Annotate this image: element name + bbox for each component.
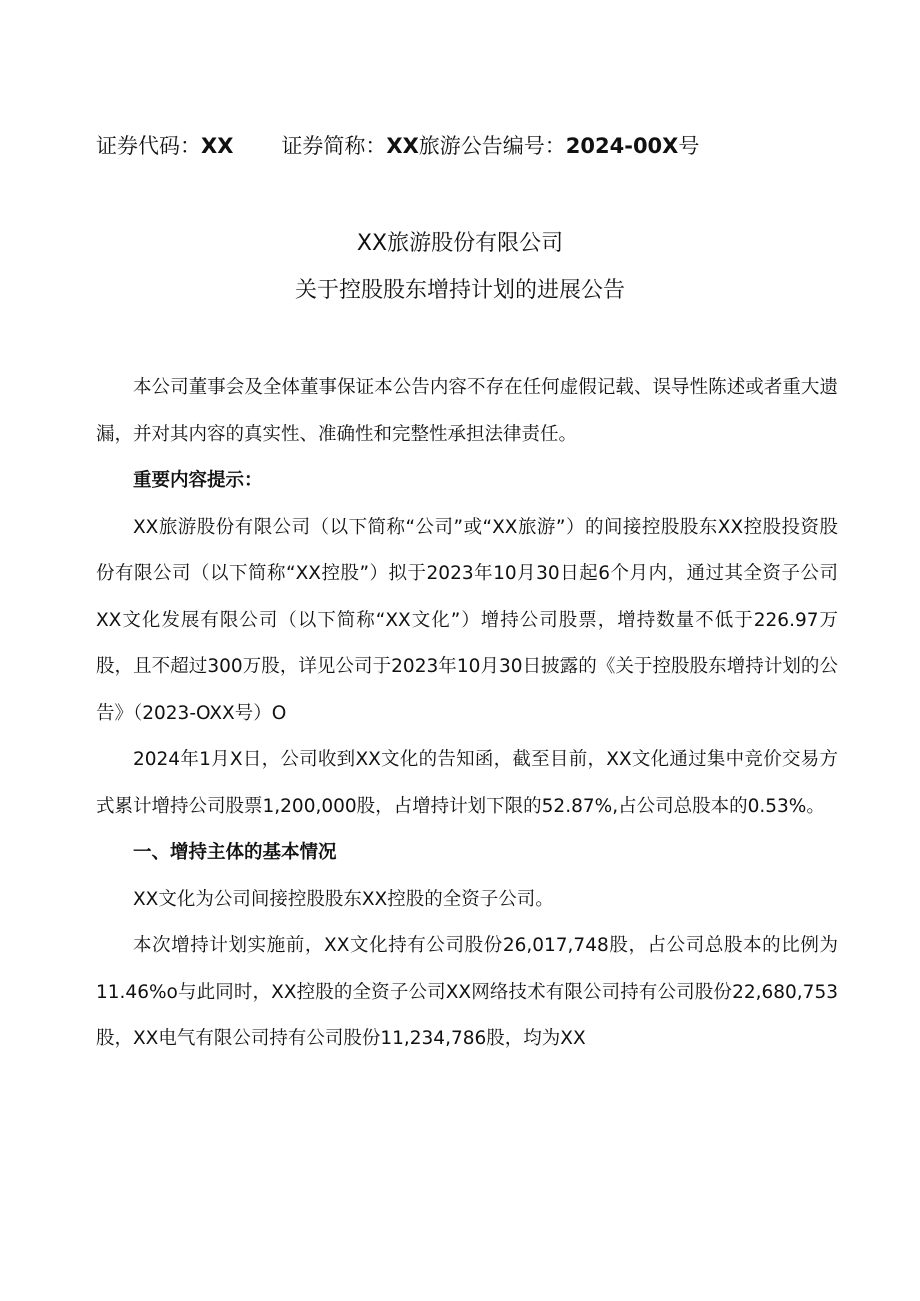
company-title: XX旅游股份有限公司 xyxy=(356,231,564,256)
security-code-value: XX xyxy=(201,134,234,158)
security-abbr-label: 证券简称： xyxy=(281,134,387,158)
board-statement-paragraph: 本公司董事会及全体董事保证本公告内容不存在任何虚假记载、误导性陈述或者重大遗漏，并对其内容的真实性、准确性和完整性承担法律责任。 xyxy=(96,377,838,445)
security-abbr-value: XX xyxy=(386,134,419,158)
security-abbr-suffix: 旅游公告编号： xyxy=(418,134,566,158)
announcement-body xyxy=(96,365,838,1063)
section-1-heading: 一、增持主体的基本情况 xyxy=(133,842,337,863)
key-content-heading: 重要内容提示： xyxy=(133,470,263,491)
summary-paragraph: XX旅游股份有限公司（以下简称“公司”或“XX旅游”）的间接控股股东XX控股投资股份有限公司（以下简称“XX控股”）拟于2023年10月30日起6个月内，通过其全资子公司XX文化发展有限公司（以下简称“XX文化”）增持公司股票，增持数量不低于226.97万股，且不超过300万股，详见公司于2023年10月30日披露的《关于控股股东增持计划的公告》（2023-OXX号）O xyxy=(96,516,838,724)
section-1-paragraph-2: 本次增持计划实施前，XX文化持有公司股份26,017,748股，占公司总股本的比例为11.46%o与此同时，XX控股的全资子公司XX网络技术有限公司持有公司股份22,680,753股，XX电气有限公司持有公司股份11,234,786股，均为XX xyxy=(96,935,838,1049)
section-1-paragraph-1: XX文化为公司间接控股股东XX控股的全资子公司。 xyxy=(133,888,554,910)
notice-number-suffix: 号 xyxy=(678,134,700,158)
security-code-label: 证券代码： xyxy=(96,134,201,158)
announcement-title: 关于控股股东增持计划的进展公告 xyxy=(294,278,625,303)
notice-number: 2024-00X xyxy=(565,134,679,158)
security-info-line xyxy=(96,128,856,164)
progress-paragraph: 2024年1月X日，公司收到XX文化的告知函，截至目前，XX文化通过集中竞价交易方式累计增持公司股票1,200,000股，占增持计划下限的52.87%,占公司总股本的0.53%。 xyxy=(96,749,838,817)
